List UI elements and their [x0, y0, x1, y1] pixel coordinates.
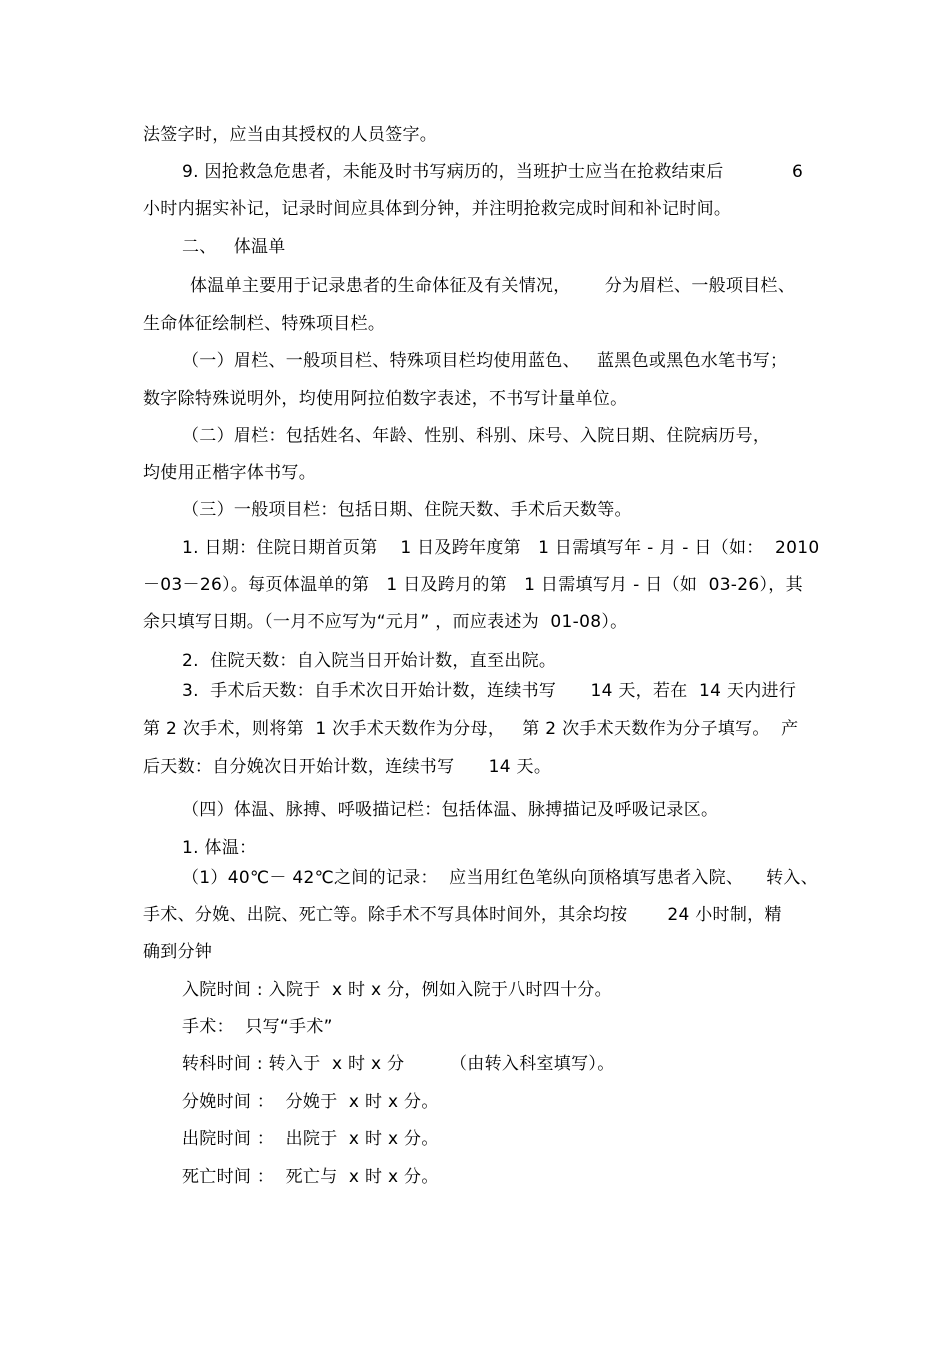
text-line: （三）一般项目栏：包括日期、住院天数、手术后天数等。 — [182, 500, 632, 520]
text-line: 分娩时间 ： 分娩于 x 时 x 分。 — [182, 1092, 439, 1112]
text-line: 出院时间 ： 出院于 x 时 x 分。 — [182, 1129, 439, 1149]
text-line: （二）眉栏：包括姓名、年龄、性别、科别、床号、入院日期、住院病历号， — [182, 426, 771, 446]
section-heading: 二、 体温单 — [182, 237, 286, 257]
text-line: 法签字时，应当由其授权的人员签字。 — [143, 125, 438, 145]
text-line: 生命体征绘制栏、特殊项目栏。 — [143, 314, 386, 334]
text-line: 1. 体温： — [182, 838, 257, 858]
text-line: 手术、分娩、出院、死亡等。除手术不写具体时间外，其余均按 24 小时制，精 — [143, 905, 782, 925]
text-line: 均使用正楷字体书写。 — [143, 463, 316, 483]
text-line: 1. 日期：住院日期首页第 1 日及跨年度第 1 日需填写年 - 月 - 日（如： 2010 — [182, 538, 820, 558]
text-line: 2. 住院天数：自入院当日开始计数，直至出院。 — [182, 651, 557, 671]
text-line: 3. 手术后天数：自手术次日开始计数，连续书写 14 天，若在 14 天内进行 — [182, 681, 797, 701]
text-line: 数字除特殊说明外，均使用阿拉伯数字表述，不书写计量单位。 — [143, 389, 628, 409]
text-line: 9. 因抢救急危患者，未能及时书写病历的，当班护士应当在抢救结束后 6 — [182, 162, 804, 182]
text-line: 入院时间 : 入院于 x 时 x 分，例如入院于八时四十分。 — [182, 980, 612, 1000]
text-line: 后天数：自分娩次日开始计数，连续书写 14 天。 — [143, 757, 552, 777]
text-line: （1）40℃－ 42℃之间的记录： 应当用红色笔纵向顶格填写患者入院、 转入、 — [182, 868, 818, 888]
text-line: 第 2 次手术，则将第 1 次手术天数作为分母， 第 2 次手术天数作为分子填写。 产 — [143, 719, 799, 739]
text-line: 体温单主要用于记录患者的生命体征及有关情况， 分为眉栏、一般项目栏、 — [190, 276, 796, 296]
text-line: （一）眉栏、一般项目栏、特殊项目栏均使用蓝色、 蓝黑色或黑色水笔书写； — [182, 351, 788, 371]
text-line: 死亡时间 ： 死亡与 x 时 x 分。 — [182, 1167, 439, 1187]
text-line: 余只填写日期。（一月不应写为“元月” ，而应表述为 01-08）。 — [143, 612, 628, 632]
text-line: 确到分钟 — [143, 942, 213, 962]
text-line: 手术： 只写“手术” — [182, 1017, 333, 1037]
text-line: －03－26）。每页体温单的第 1 日及跨月的第 1 日需填写月 - 日（如 03-26），其 — [143, 575, 803, 595]
text-line: （四）体温、脉搏、呼吸描记栏：包括体温、脉搏描记及呼吸记录区。 — [182, 800, 719, 820]
text-line: 转科时间 : 转入于 x 时 x 分 （由转入科室填写）。 — [182, 1054, 615, 1074]
text-line: 小时内据实补记，记录时间应具体到分钟，并注明抢救完成时间和补记时间。 — [143, 199, 732, 219]
